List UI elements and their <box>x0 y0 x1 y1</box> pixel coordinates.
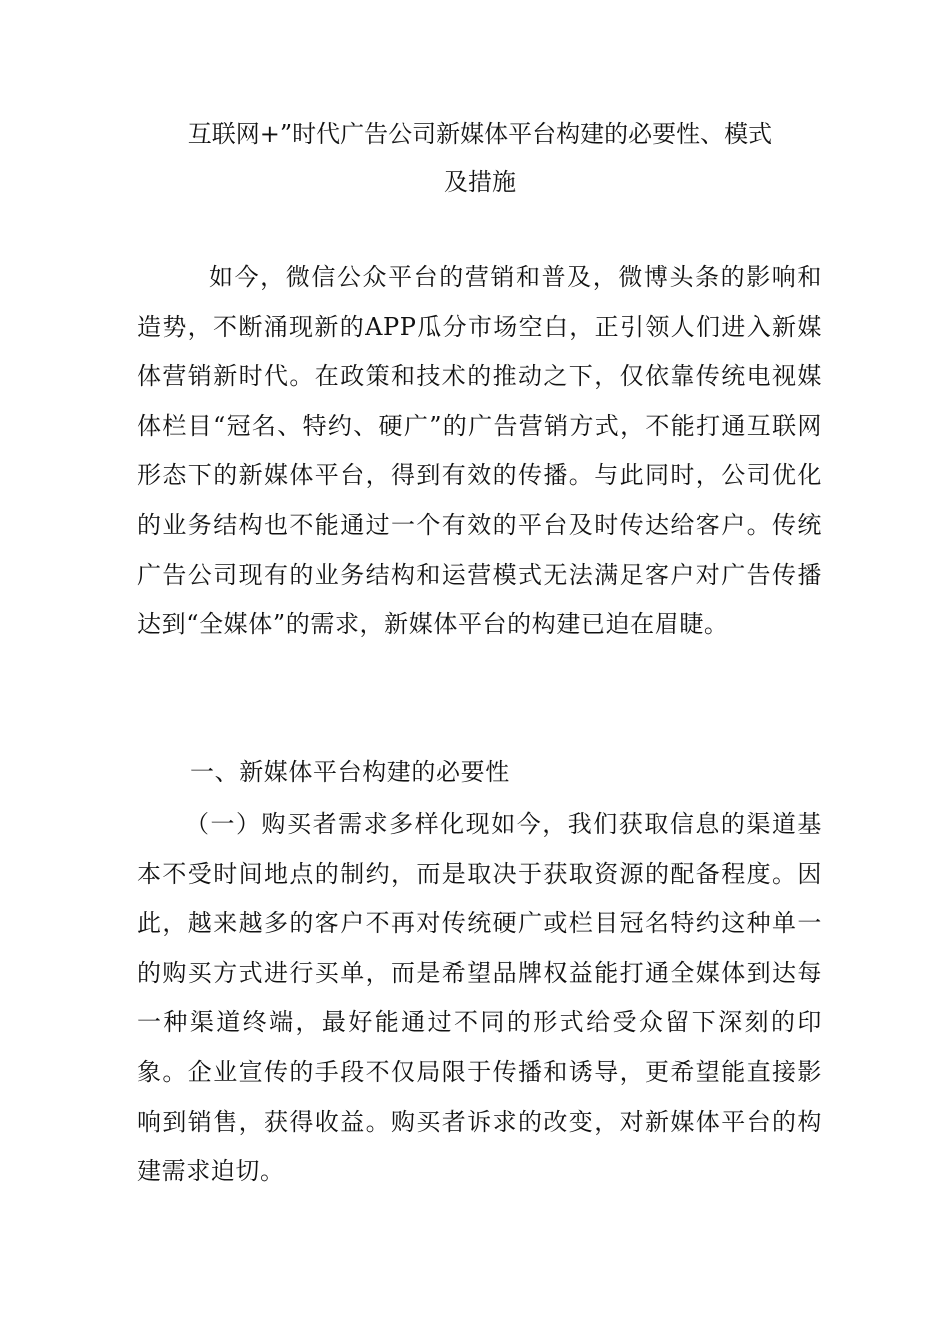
section-1-heading: 一、新媒体平台构建的必要性 <box>190 758 510 786</box>
intro-paragraph: 如今，微信公众平台的营销和普及，微博头条的影响和造势，不断涌现新的APP瓜分市场空白，正引领人们进入新媒体营销新时代。在政策和技术的推动之下，仅依靠传统电视媒体栏目“冠名、特约、硬广”的广告营销方式，不能打通互联网形态下的新媒体平台，得到有效的传播。与此同时，公司优化的业务结构也不能通过一个有效的平台及时传达给客户。传统广告公司现有的业务结构和运营模式无法满足客户对广告传播达到“全媒体”的需求，新媒体平台的构建已迫在眉睫。 <box>137 263 822 639</box>
section-1-subsection-1-paragraph: （一）购买者需求多样化现如今，我们获取信息的渠道基本不受时间地点的制约，而是取决于获取资源的配备程度。因此，越来越多的客户不再对传统硬广或栏目冠名特约这种单一的购买方式进行买单，而是希望品牌权益能打通全媒体到达每一种渠道终端，最好能通过不同的形式给受众留下深刻的印象。企业宣传的手段不仅局限于传播和诱导，更希望能直接影响到销售，获得收益。购买者诉求的改变，对新媒体平台的构建需求迫切。 <box>137 810 822 1186</box>
document-title-line-1: 互联网+”时代广告公司新媒体平台构建的必要性、模式 <box>187 120 773 148</box>
document-title-line-2: 及措施 <box>444 168 516 196</box>
